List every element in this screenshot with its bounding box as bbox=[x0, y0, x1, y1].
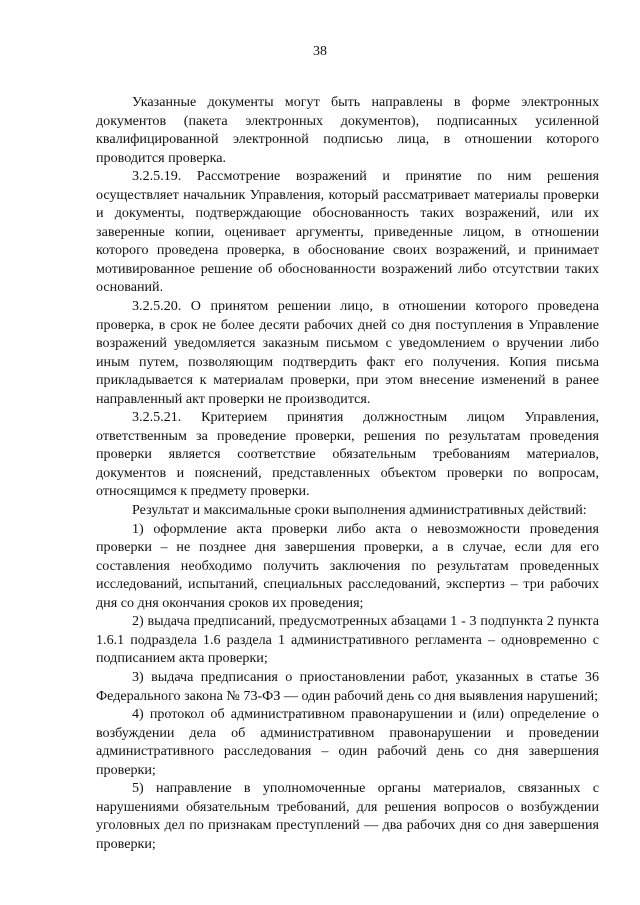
paragraph-3-2-5-19: 3.2.5.19. Рассмотрение возражений и принятие по ним решения осуществляет начальник Управления, который рассматривает материалы проверки и документы, подтверждающие обоснованность таких возражений, или их заверенные копии, оценивает аргументы, приведенные лицом, в отношении которого проведена проверка, в обоснование своих возражений, и принимает мотивированное решение об обоснованности возражений либо отсутствии таких оснований. bbox=[96, 168, 599, 296]
paragraph-documents-electronic-form: Указанные документы могут быть направлены в форме электронных документов (пакета электронных документов), подписанных усиленной квалифицированной электронной подписью лица, в отношении которого проводится проверка. bbox=[96, 94, 599, 166]
page-number: 38 bbox=[313, 44, 327, 59]
list-item-4: 4) протокол об административном правонарушении и (или) определение о возбуждении дела об административном правонарушении и проведении административного расследования – один рабочий день со дня завершения проверки; bbox=[96, 706, 599, 778]
paragraph-3-2-5-21: 3.2.5.21. Критерием принятия должностным лицом Управления, ответственным за проведение проверки, решения по результатам проведения проверки является соответствие обязательным требованиям материалов, документов и пояснений, представленных объектом проверки по вопросам, относящимся к предмету проверки. bbox=[96, 409, 599, 500]
paragraph-3-2-5-20: 3.2.5.20. О принятом решении лицо, в отношении которого проведена проверка, в срок не более десяти рабочих дней со дня поступления в Управление возражений уведомляется заказным письмом с уведомлением о вручении либо иным путем, позволяющим подтвердить факт его получения. Копия письма прикладывается к материалам проверки, при этом внесение изменений в ранее направленный акт проверки не производится. bbox=[96, 298, 599, 407]
paragraph-results-intro: Результат и максимальные сроки выполнения административных действий: bbox=[132, 502, 587, 519]
document-body bbox=[96, 93, 599, 853]
list-item-1: 1) оформление акта проверки либо акта о невозможности проведения проверки – не позднее дня завершения проверки, а в случае, если для его составления необходимо получить заключения по результатам проведенных исследований, испытаний, специальных расследований, экспертиз – три рабочих дня со дня окончания сроков их проведения; bbox=[96, 520, 599, 611]
list-item-3: 3) выдача предписания о приостановлении работ, указанных в статье 36 Федерального закона № 73-ФЗ — один рабочий день со дня выявления нарушений; bbox=[96, 668, 599, 704]
list-item-5: 5) направление в уполномоченные органы материалов, связанных с нарушениями обязательным требований, для решения вопросов о возбуждении уголовных дел по признакам преступлений — два рабочих дня со дня завершения проверки; bbox=[96, 780, 599, 852]
list-item-2: 2) выдача предписаний, предусмотренных абзацами 1 - 3 подпункта 2 пункта 1.6.1 подраздела 1.6 раздела 1 административного регламента – одновременно с подписанием акта проверки; bbox=[96, 613, 599, 667]
